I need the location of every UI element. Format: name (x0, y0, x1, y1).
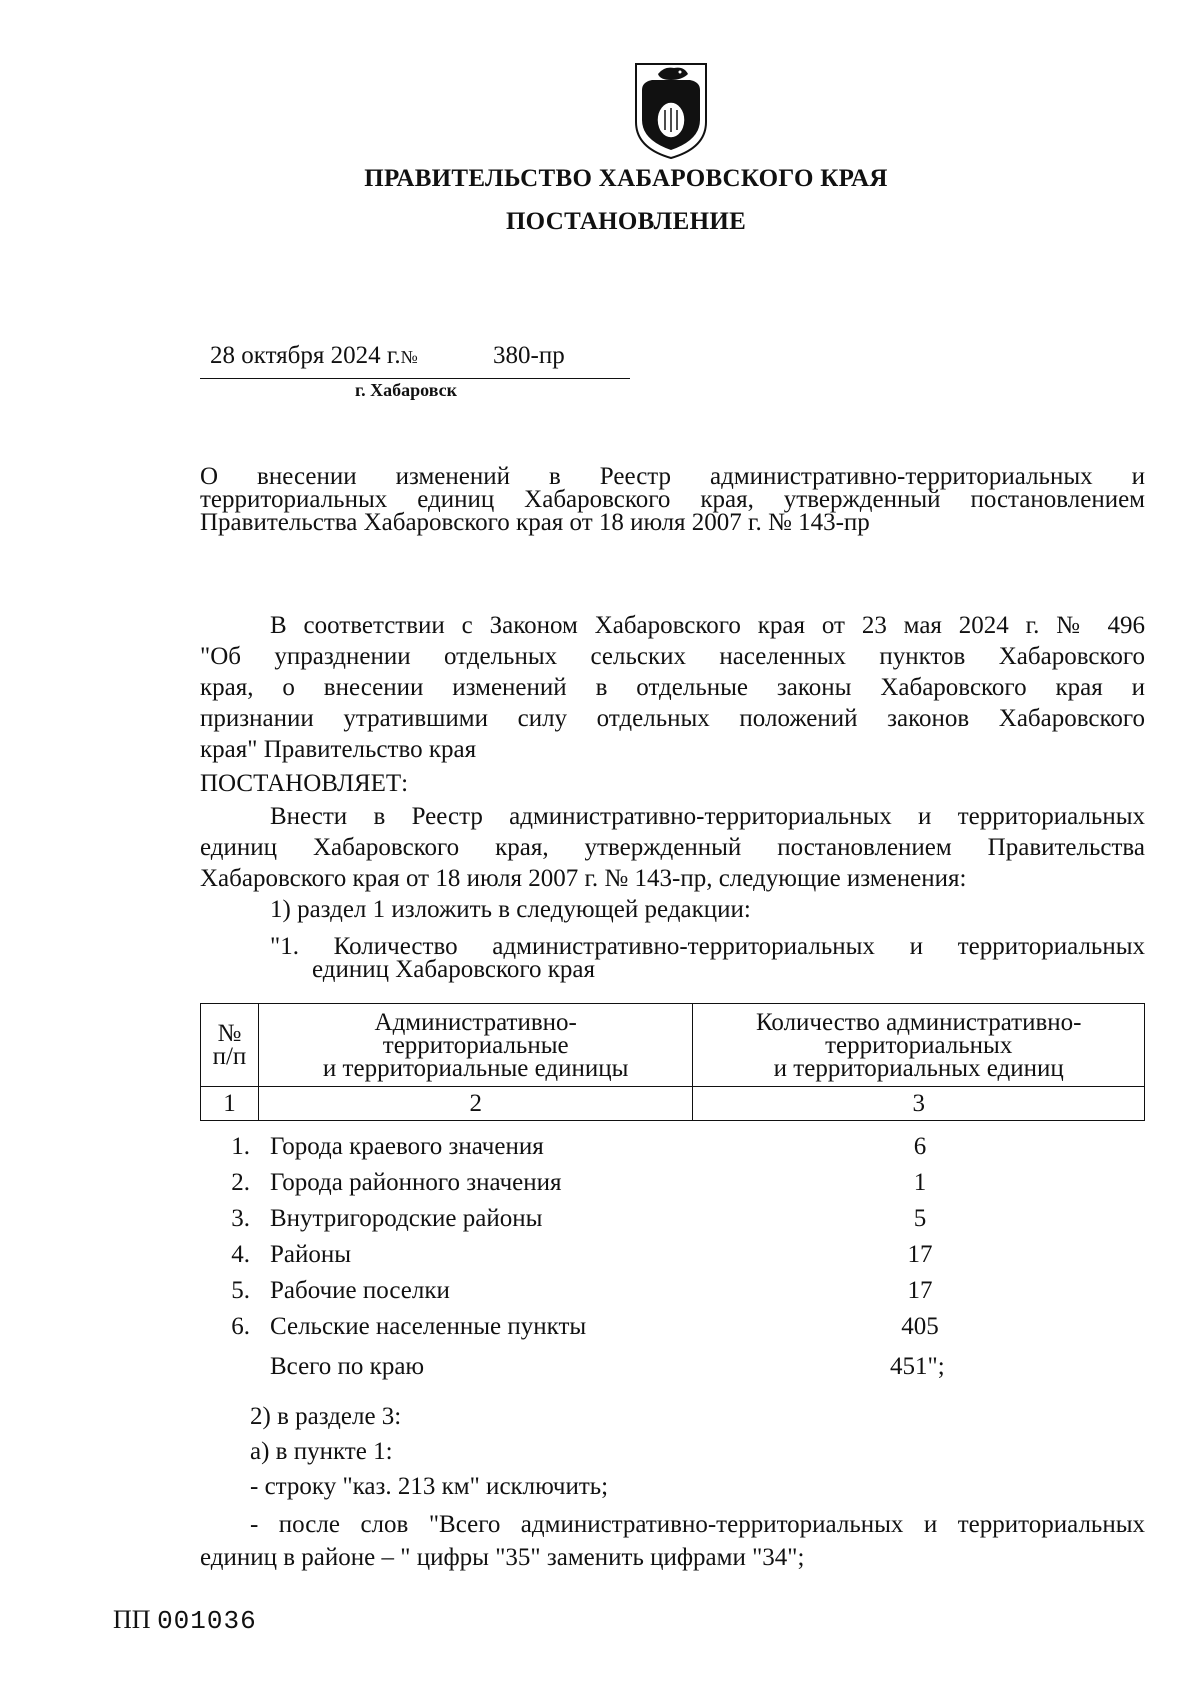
column-number: 2 (258, 1087, 693, 1121)
header-line: территориальных (825, 1031, 1013, 1059)
preamble-line: признании утратившими силу отдельных положений законов Хабаровского (200, 705, 1145, 732)
row-index: 6. (231, 1313, 250, 1340)
table-total-row (200, 1353, 1145, 1383)
subject-line: территориальных единиц Хабаровского края, утвержденный постановлением (200, 486, 1145, 513)
organization-title: ПРАВИТЕЛЬСТВО ХАБАРОВСКОГО КРАЯ (364, 165, 888, 192)
table-column-numbers-row (201, 1087, 1145, 1121)
document-date: 28 октября 2024 г.№ (210, 342, 418, 369)
row-value: 17 (907, 1241, 933, 1268)
row-name: Районы (270, 1241, 352, 1268)
subject-line: Правительства Хабаровского края от 18 июля 2007 г. № 143-пр (200, 509, 870, 536)
dash-item-line: единиц в районе – " цифры "35" заменить цифрами "34"; (200, 1544, 805, 1571)
table-row (200, 1277, 1145, 1307)
row-name: Города районного значения (270, 1169, 562, 1196)
table-row (200, 1313, 1145, 1343)
row-value: 405 (901, 1313, 939, 1340)
table-row (200, 1241, 1145, 1271)
row-name: Внутригородские районы (270, 1205, 543, 1232)
coat-of-arms-emblem (630, 60, 712, 160)
sub-item-a: а) в пункте 1: (250, 1438, 393, 1465)
dash-item-line: - после слов "Всего административно-территориальных и территориальных (250, 1511, 1145, 1538)
section-1-title (270, 935, 1145, 981)
total-value: 451"; (890, 1353, 945, 1380)
table-row (200, 1133, 1145, 1163)
total-label: Всего по краю (270, 1353, 425, 1380)
table-header (200, 1003, 1145, 1121)
column-header-unit (258, 1004, 693, 1087)
section-title-line: "1. Количество административно-территориальных и территориальных (270, 933, 1145, 960)
header-line: территориальные (382, 1031, 569, 1059)
column-number: 1 (201, 1087, 259, 1121)
row-name: Рабочие поселки (270, 1277, 450, 1304)
table-row (200, 1169, 1145, 1199)
number-sign: № (400, 347, 418, 367)
row-index: 5. (231, 1277, 250, 1304)
preamble-line: "Об упразднении отдельных сельских населенных пунктов Хабаровского (200, 643, 1145, 670)
form-series: ПП (113, 1605, 151, 1634)
row-index: 2. (231, 1169, 250, 1196)
row-name: Сельские населенные пункты (270, 1313, 587, 1340)
document-type-title: ПОСТАНОВЛЕНИЕ (505, 208, 747, 235)
document-city: г. Хабаровск (355, 380, 458, 400)
header-line: и территориальные единицы (322, 1054, 629, 1082)
row-index: 1. (231, 1133, 250, 1160)
column-header-number (201, 1004, 259, 1087)
column-number: 3 (693, 1087, 1145, 1121)
intro-paragraph (200, 801, 1145, 894)
item-1: 1) раздел 1 изложить в следующей редакции: (270, 896, 751, 923)
row-name: Города краевого значения (270, 1133, 544, 1160)
row-index: 4. (231, 1241, 250, 1268)
decree-word: ПОСТАНОВЛЯЕТ: (200, 770, 409, 797)
header-line: Количество административно- (755, 1008, 1082, 1036)
column-header-count (693, 1004, 1145, 1087)
row-value: 6 (913, 1133, 927, 1160)
preamble-paragraph (200, 610, 1145, 765)
row-value: 1 (913, 1169, 927, 1196)
table-header-row (201, 1004, 1145, 1087)
date-number-line (200, 342, 630, 379)
table-row (200, 1205, 1145, 1235)
document-number: 380-пр (493, 342, 565, 369)
row-value: 5 (913, 1205, 927, 1232)
header-line: Административно- (374, 1008, 577, 1036)
preamble-line: края, о внесении изменений в отдельные законы Хабаровского края и (200, 674, 1145, 701)
header-line: п/п (212, 1043, 247, 1070)
intro-line: Хабаровского края от 18 июля 2007 г. № 143-пр, следующие изменения: (200, 865, 967, 892)
preamble-line: В соответствии с Законом Хабаровского края от 23 мая 2024 г. № 496 (270, 612, 1145, 639)
form-serial-number (113, 1605, 257, 1636)
header-line: № (217, 1020, 242, 1047)
intro-line: единиц Хабаровского края, утвержденный постановлением Правительства (200, 834, 1145, 861)
item-2: 2) в разделе 3: (250, 1403, 402, 1430)
header-line: и территориальных единиц (773, 1054, 1064, 1082)
form-code: 001036 (157, 1606, 257, 1636)
document-subject (200, 465, 1145, 534)
dash-item-2 (200, 1508, 1145, 1574)
section-title-line: единиц Хабаровского края (312, 956, 595, 983)
row-value: 17 (907, 1277, 933, 1304)
dash-item-1: - строку "каз. 213 км" исключить; (250, 1473, 609, 1500)
row-index: 3. (231, 1205, 250, 1232)
intro-line: Внести в Реестр административно-территориальных и территориальных (270, 803, 1145, 830)
preamble-line: края" Правительство края (200, 736, 477, 763)
subject-line: О внесении изменений в Реестр административно-территориальных и (200, 463, 1145, 490)
